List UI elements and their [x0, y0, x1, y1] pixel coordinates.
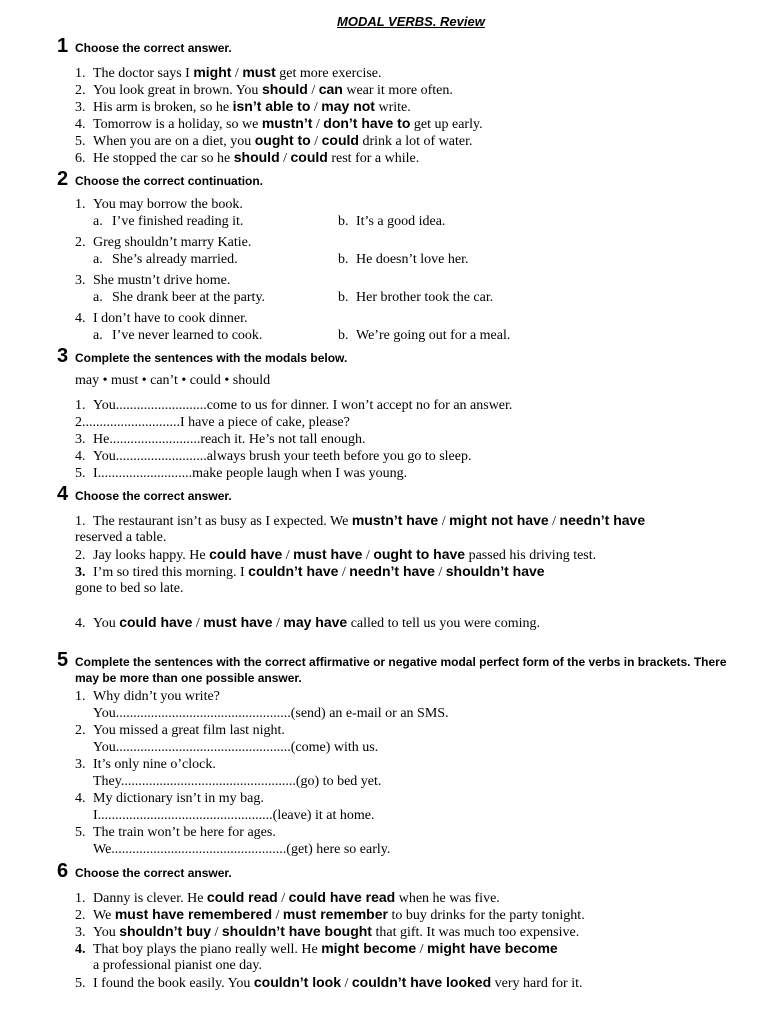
question-line — [75, 149, 755, 166]
section-header — [57, 168, 755, 190]
question-continuation — [75, 580, 755, 597]
question-3 — [75, 756, 755, 790]
question-line — [75, 465, 755, 482]
question-5 — [75, 974, 755, 991]
section-5 — [57, 649, 755, 857]
section-instruction — [75, 348, 347, 368]
choice-b — [338, 327, 510, 344]
question-line — [75, 756, 755, 773]
choice-b — [338, 213, 445, 230]
section-instruction — [75, 38, 232, 58]
question-number: 1. — [75, 890, 86, 906]
question-number: 5. — [75, 465, 86, 481]
question-text: You missed a great film last night. — [93, 722, 285, 738]
question-4 — [75, 790, 755, 824]
question-3 — [75, 431, 755, 448]
modal-word-box: may • must • can’t • could • should — [75, 372, 271, 388]
question-2 — [75, 81, 755, 98]
question-text: When you are on a diet, you — [93, 133, 255, 149]
question-4 — [75, 115, 755, 132]
answer-option: don’t have to — [323, 114, 411, 131]
question-2 — [75, 906, 755, 923]
question-1 — [75, 512, 755, 546]
question-2 — [75, 414, 755, 431]
question-text: / — [340, 975, 352, 991]
question-number: 5. — [75, 133, 86, 149]
section-header — [57, 483, 755, 505]
question-continuation — [75, 773, 755, 790]
answer-option: must have — [293, 545, 363, 562]
question-text: wear it more often. — [342, 82, 453, 98]
question-number: 5. — [75, 975, 86, 991]
question-number: 2. — [75, 722, 86, 738]
section-body — [75, 512, 755, 631]
choice-text: It’s a good idea. — [356, 213, 446, 229]
question-text: He stopped the car so he — [93, 150, 234, 166]
question-continuation — [75, 529, 755, 546]
question-text: You — [93, 615, 120, 631]
question-text: I...........................make people laugh when I was young. — [93, 465, 408, 481]
question-text: get more exercise. — [275, 65, 382, 81]
section-number: 4 — [57, 483, 69, 505]
question-1 — [75, 397, 755, 414]
question-1 — [75, 688, 755, 722]
choice-a — [93, 327, 338, 344]
question-text: / — [277, 890, 289, 906]
question-text: passed his driving test. — [465, 547, 597, 563]
instruction-line: Complete the sentences with the correct affirmative or negative modal perfect form of the verbs in brackets. There — [75, 655, 727, 669]
question-line — [75, 512, 755, 529]
question-line — [75, 64, 755, 81]
question-line — [75, 115, 755, 132]
question-text: drink a lot of water. — [358, 133, 473, 149]
question-4 — [75, 614, 755, 631]
question-continuation — [75, 807, 755, 824]
question-line — [75, 563, 755, 580]
answer-option: ought to have — [373, 545, 466, 562]
question-2 — [75, 546, 755, 563]
choice-text: He doesn’t love her. — [356, 251, 469, 267]
question-line — [75, 940, 755, 957]
question-text: I’m so tired this morning. I — [93, 564, 249, 580]
question-text: My dictionary isn’t in my bag. — [93, 790, 264, 806]
section-number: 1 — [57, 35, 69, 57]
answer-option: needn’t have — [349, 562, 435, 579]
question-1 — [75, 196, 755, 230]
question-number: 4. — [75, 941, 86, 957]
section-number: 5 — [57, 649, 69, 671]
answer-option: mustn’t have — [351, 511, 439, 528]
question-line — [75, 234, 755, 251]
choice-text: She drank beer at the party. — [112, 289, 266, 305]
question-line — [75, 272, 755, 289]
question-text: Jay looks happy. He — [93, 547, 210, 563]
question-text: I..................................................(leave) it at home. — [93, 807, 375, 823]
question-number: 3. — [75, 924, 86, 940]
section-body — [75, 64, 755, 166]
question-text: / — [272, 907, 283, 923]
question-text: Why didn’t you write? — [93, 688, 220, 704]
section-header — [57, 35, 755, 57]
answer-option: couldn’t have — [248, 562, 339, 579]
choice-a — [93, 251, 338, 268]
choice-text: She’s already married. — [112, 251, 238, 267]
choice-letter: b. — [338, 327, 349, 343]
answer-option: might become — [321, 939, 417, 956]
question-text: That boy plays the piano really well. He — [93, 941, 322, 957]
question-line — [75, 98, 755, 115]
question-line — [75, 923, 755, 940]
question-text: / — [279, 150, 291, 166]
section-number: 2 — [57, 168, 69, 190]
section-instruction — [75, 863, 232, 883]
answer-option: couldn’t look — [253, 973, 341, 990]
question-number: 2. — [75, 82, 86, 98]
question-text: / — [282, 547, 294, 563]
question-text: I found the book easily. You — [93, 975, 254, 991]
question-number: 4. — [75, 448, 86, 464]
answer-option: might — [193, 63, 232, 80]
question-line — [75, 614, 755, 631]
answer-option: could — [290, 148, 328, 165]
question-text: / — [307, 82, 319, 98]
choice-letter: a. — [93, 251, 103, 267]
answer-option: must have remembered — [114, 905, 272, 922]
question-line — [75, 431, 755, 448]
question-text: His arm is broken, so he — [93, 99, 233, 115]
question-text: / — [310, 133, 322, 149]
question-text: You..................................................(send) an e-mail or an SMS. — [93, 705, 449, 721]
question-number: 6. — [75, 150, 86, 166]
question-2 — [75, 234, 755, 268]
question-text: / — [338, 564, 350, 580]
section-number: 6 — [57, 860, 69, 882]
question-text: / — [434, 564, 446, 580]
question-line — [75, 824, 755, 841]
answer-option: should — [233, 148, 280, 165]
question-text: It’s only nine o’clock. — [93, 756, 216, 772]
choice-b — [338, 289, 493, 306]
instruction-line: Choose the correct answer. — [75, 866, 232, 880]
question-text: You may borrow the book. — [93, 196, 243, 212]
question-number: 4. — [75, 116, 86, 132]
section-body — [75, 889, 755, 991]
question-line — [75, 889, 755, 906]
choice-letter: a. — [93, 213, 103, 229]
section-body — [75, 372, 755, 482]
answer-choices — [75, 251, 755, 268]
question-text: You look great in brown. You — [93, 82, 262, 98]
choice-letter: a. — [93, 327, 103, 343]
answer-option: could have — [209, 545, 283, 562]
question-line — [75, 906, 755, 923]
question-3 — [75, 923, 755, 940]
question-text: We — [93, 907, 115, 923]
question-text: You..................................................(come) with us. — [93, 739, 379, 755]
question-text: ...........................I have a piece of cake, please? — [85, 414, 350, 430]
question-line — [75, 974, 755, 991]
answer-option: isn’t able to — [232, 97, 311, 114]
question-2 — [75, 722, 755, 756]
question-text: very hard for it. — [491, 975, 583, 991]
answer-option: may not — [321, 97, 375, 114]
question-text: / — [272, 615, 284, 631]
answer-option: must remember — [282, 905, 388, 922]
section-header — [57, 649, 755, 685]
question-number: 4. — [75, 615, 86, 631]
section-body — [75, 688, 755, 858]
question-text: We..................................................(get) here so early. — [93, 841, 391, 857]
section-header — [57, 860, 755, 882]
answer-option: mustn’t — [261, 114, 313, 131]
section-instruction — [75, 654, 727, 686]
question-number: 2. — [75, 414, 86, 430]
question-number: 5. — [75, 824, 86, 840]
question-text: / — [416, 941, 428, 957]
question-text: Greg shouldn’t marry Katie. — [93, 234, 252, 250]
section-header — [57, 345, 755, 367]
answer-option: could read — [206, 888, 278, 905]
question-line — [75, 132, 755, 149]
question-text: / — [231, 65, 243, 81]
choice-text: I’ve finished reading it. — [112, 213, 244, 229]
instruction-line: Choose the correct answer. — [75, 41, 232, 55]
answer-choices — [75, 213, 755, 230]
question-3 — [75, 272, 755, 306]
question-text: I don’t have to cook dinner. — [93, 310, 248, 326]
question-text: reserved a table. — [75, 529, 167, 545]
question-4 — [75, 940, 755, 974]
section-instruction — [75, 486, 232, 506]
section-6 — [57, 860, 755, 991]
question-5 — [75, 465, 755, 482]
question-text: She mustn’t drive home. — [93, 272, 231, 288]
question-text: The train won’t be here for ages. — [93, 824, 276, 840]
question-text: / — [192, 615, 204, 631]
answer-option: ought to — [254, 131, 311, 148]
question-number: 1. — [75, 513, 86, 529]
instruction-line: Choose the correct continuation. — [75, 174, 264, 188]
question-line — [75, 196, 755, 213]
instruction-line: may be more than one possible answer. — [75, 671, 302, 685]
question-text: The doctor says I — [93, 65, 194, 81]
question-text: You..........................come to us for dinner. I won’t accept no for an answer. — [93, 397, 513, 413]
question-text: a professional pianist one day. — [93, 957, 262, 973]
choice-letter: b. — [338, 289, 349, 305]
question-text: / — [362, 547, 374, 563]
question-text: / — [548, 513, 560, 529]
question-text: gone to bed so late. — [75, 580, 184, 596]
question-text: when he was five. — [395, 890, 500, 906]
section-body — [75, 196, 755, 344]
question-text: He..........................reach it. He’s not tall enough. — [93, 431, 366, 447]
choice-a — [93, 213, 338, 230]
question-text: rest for a while. — [327, 150, 420, 166]
answer-option: shouldn’t buy — [119, 922, 211, 939]
question-text: write. — [374, 99, 411, 115]
instruction-line: Choose the correct answer. — [75, 489, 232, 503]
choice-letter: b. — [338, 213, 349, 229]
question-continuation — [75, 957, 755, 974]
question-5 — [75, 132, 755, 149]
answer-option: must — [242, 63, 276, 80]
question-number: 2. — [75, 907, 86, 923]
question-6 — [75, 149, 755, 166]
question-line — [75, 310, 755, 327]
question-number: 3. — [75, 564, 86, 580]
question-number: 4. — [75, 790, 86, 806]
question-text: / — [312, 116, 324, 132]
answer-option: must have — [203, 613, 273, 630]
question-3 — [75, 563, 755, 597]
question-text: Tomorrow is a holiday, so we — [93, 116, 262, 132]
question-number: 1. — [75, 65, 86, 81]
question-5 — [75, 824, 755, 858]
question-number: 2. — [75, 234, 86, 250]
question-text: get up early. — [410, 116, 483, 132]
question-number: 2. — [75, 547, 86, 563]
question-continuation — [75, 841, 755, 858]
question-line — [75, 81, 755, 98]
question-text: Danny is clever. He — [93, 890, 207, 906]
question-line — [75, 546, 755, 563]
question-text: that gift. It was much too expensive. — [371, 924, 580, 940]
answer-choices — [75, 327, 755, 344]
answer-option: needn’t have — [559, 511, 646, 528]
question-number: 4. — [75, 310, 86, 326]
question-text: / — [438, 513, 450, 529]
question-number: 1. — [75, 688, 86, 704]
worksheet-title: MODAL VERBS. Review — [337, 14, 485, 29]
answer-option: might not have — [449, 511, 549, 528]
choice-text: Her brother took the car. — [356, 289, 494, 305]
choice-text: We’re going out for a meal. — [356, 327, 511, 343]
question-line — [75, 397, 755, 414]
question-line — [75, 414, 755, 431]
question-line — [75, 448, 755, 465]
choice-b — [338, 251, 469, 268]
question-3 — [75, 98, 755, 115]
choice-a — [93, 289, 338, 306]
question-line — [75, 688, 755, 705]
section-number: 3 — [57, 345, 69, 367]
question-text: They..................................................(go) to bed yet. — [93, 773, 382, 789]
instruction-line: Complete the sentences with the modals below. — [75, 351, 348, 365]
question-number: 3. — [75, 431, 86, 447]
answer-option: could — [321, 131, 359, 148]
question-text: / — [210, 924, 222, 940]
answer-option: should — [261, 80, 308, 97]
answer-option: might have become — [427, 939, 558, 956]
answer-option: couldn’t have looked — [351, 973, 492, 990]
answer-option: could have read — [288, 888, 396, 905]
question-number: 1. — [75, 397, 86, 413]
section-4 — [57, 483, 755, 631]
answer-option: could have — [119, 613, 193, 630]
section-1 — [57, 35, 755, 166]
question-line — [75, 790, 755, 807]
question-continuation — [75, 739, 755, 756]
question-text: The restaurant isn’t as busy as I expected. We — [93, 513, 352, 529]
section-2 — [57, 168, 755, 343]
choice-letter: a. — [93, 289, 103, 305]
question-text: to buy drinks for the party tonight. — [387, 907, 585, 923]
section-3 — [57, 345, 755, 481]
answer-option: shouldn’t have — [445, 562, 545, 579]
question-text: / — [310, 99, 322, 115]
question-1 — [75, 64, 755, 81]
answer-option: can — [318, 80, 343, 97]
section-instruction — [75, 171, 263, 191]
question-1 — [75, 889, 755, 906]
choice-letter: b. — [338, 251, 349, 267]
question-number: 1. — [75, 196, 86, 212]
answer-option: may have — [283, 613, 348, 630]
question-4 — [75, 310, 755, 344]
question-number: 3. — [75, 756, 86, 772]
question-continuation — [75, 705, 755, 722]
question-4 — [75, 448, 755, 465]
answer-option: shouldn’t have bought — [221, 922, 372, 939]
question-text: You..........................always brush your teeth before you go to sleep. — [93, 448, 472, 464]
question-line — [75, 722, 755, 739]
choice-text: I’ve never learned to cook. — [112, 327, 263, 343]
answer-choices — [75, 289, 755, 306]
question-text: called to tell us you were coming. — [347, 615, 541, 631]
question-text: You — [93, 924, 120, 940]
question-number: 3. — [75, 272, 86, 288]
question-number: 3. — [75, 99, 86, 115]
